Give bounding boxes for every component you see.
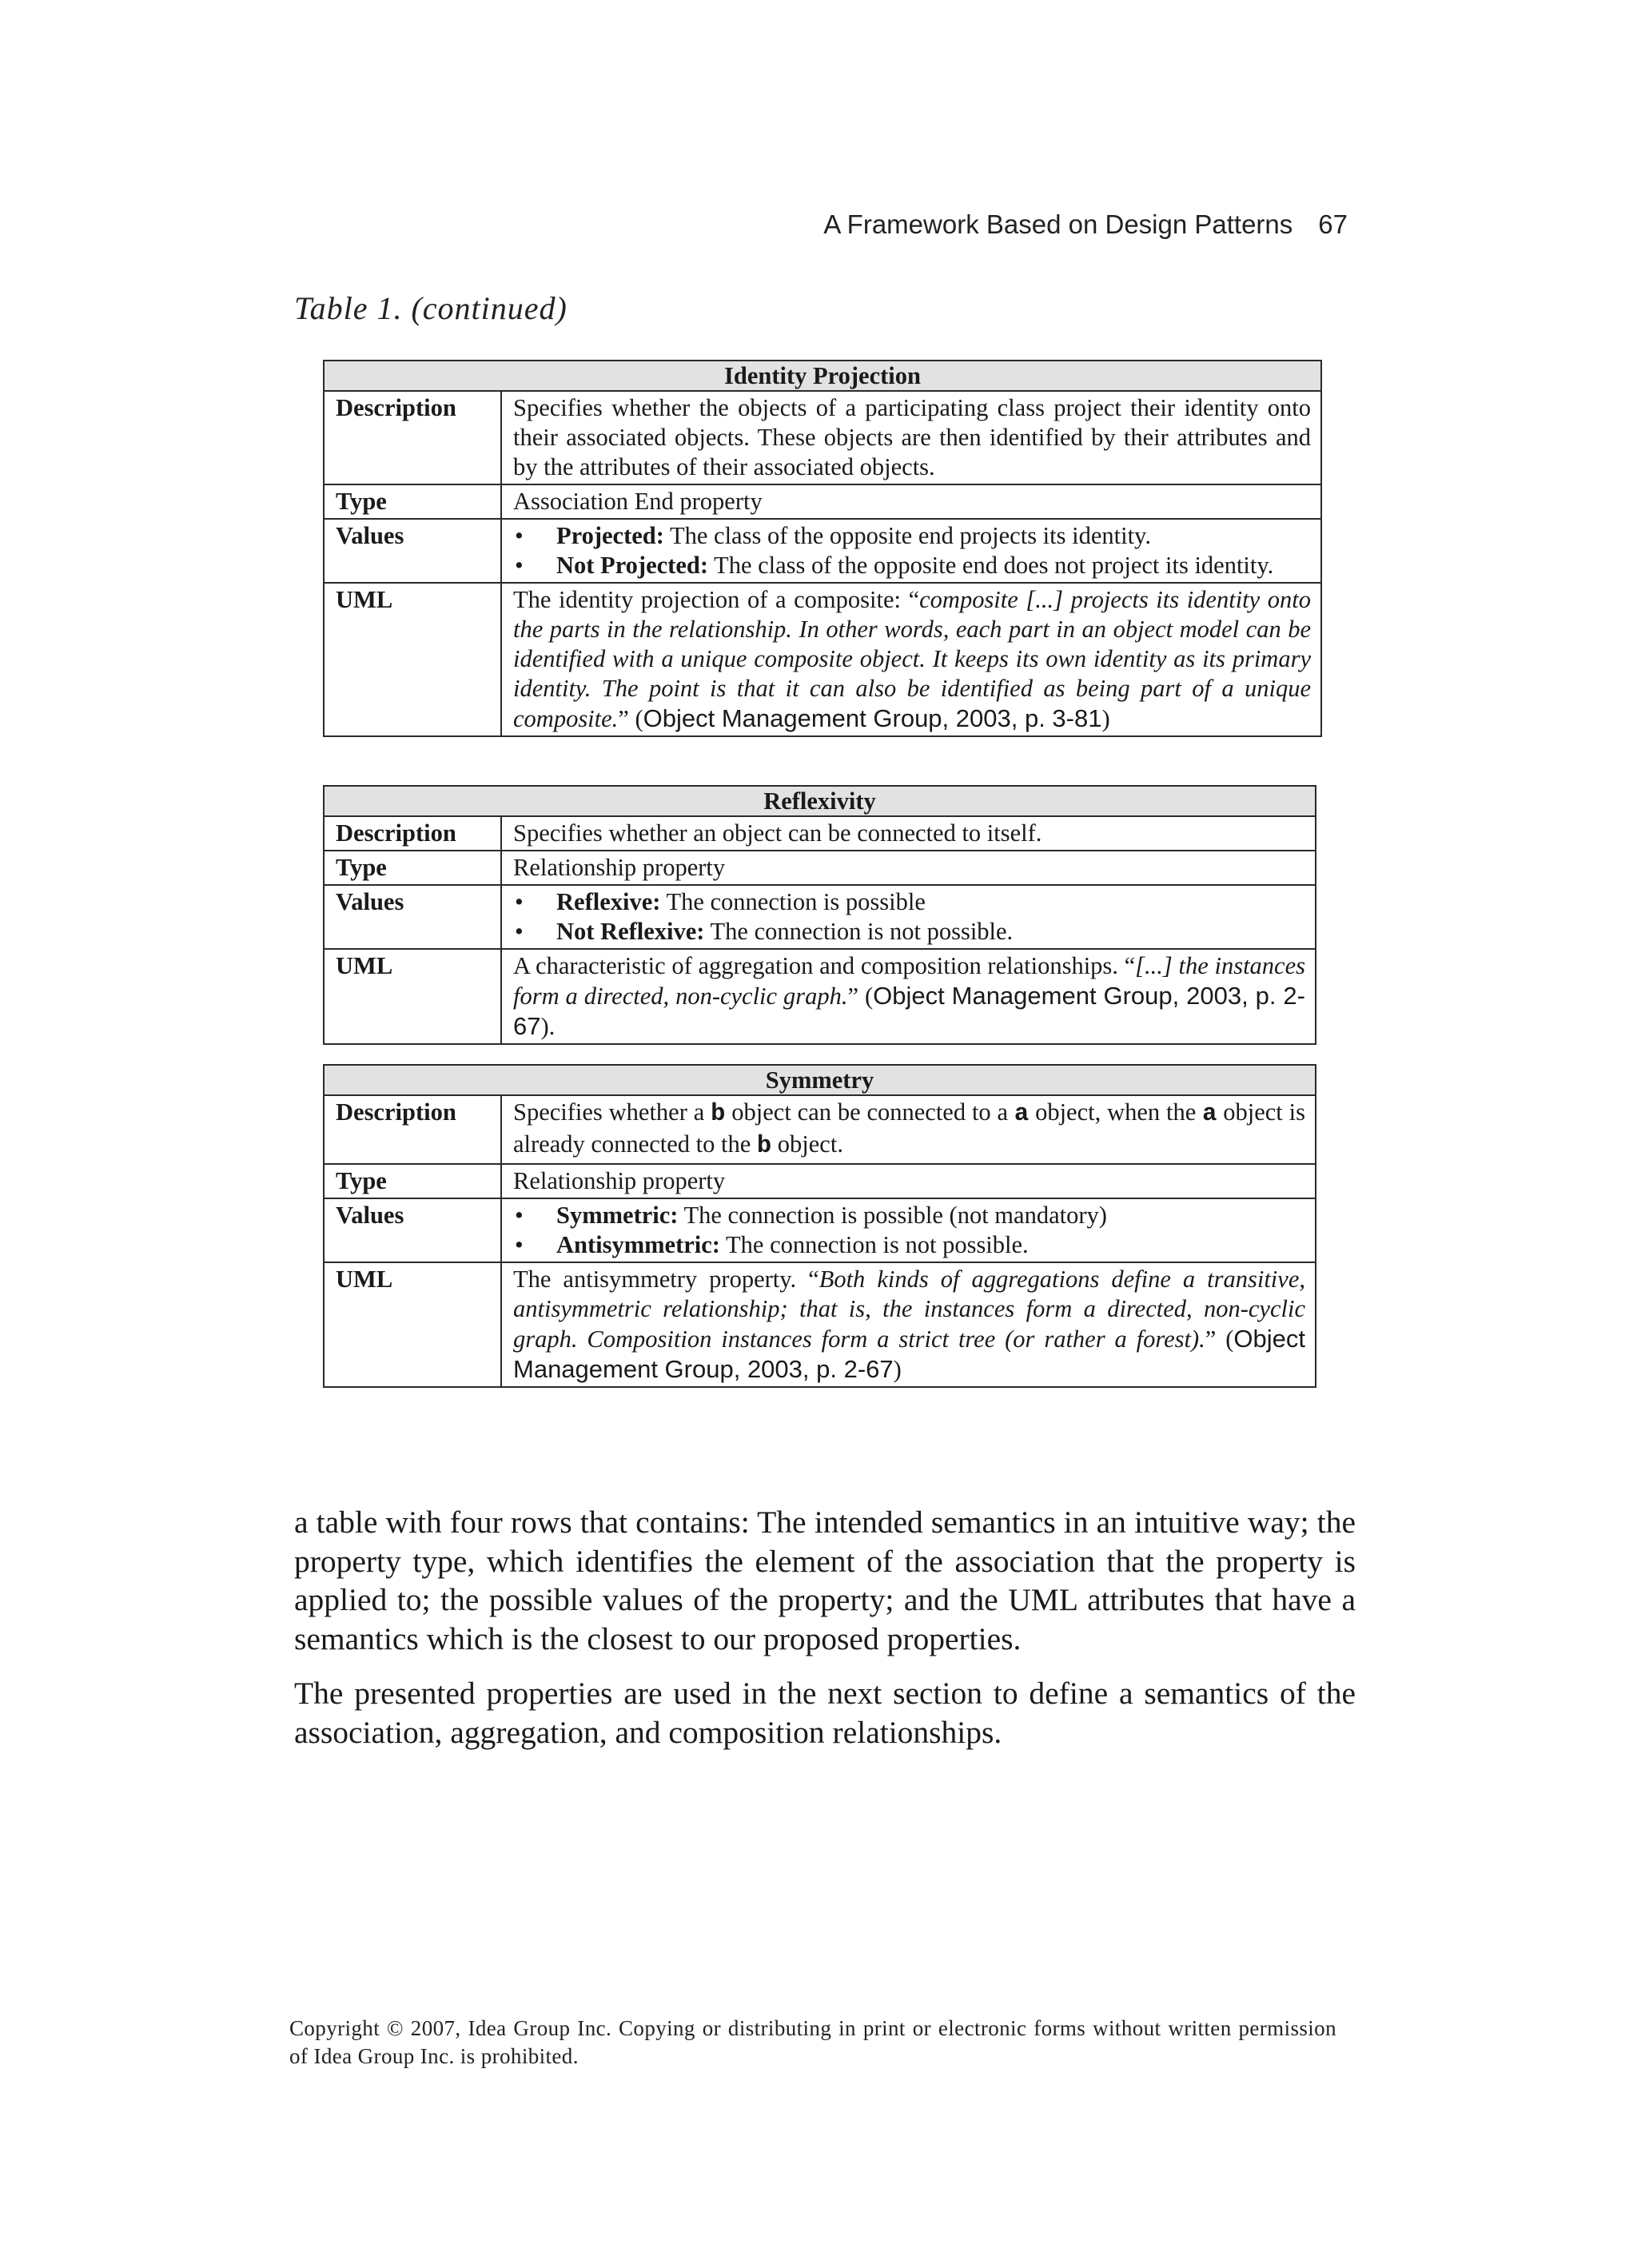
row-label: Type xyxy=(324,851,501,885)
uml-close: ” ( xyxy=(847,983,874,1010)
row-label: Values xyxy=(324,519,501,583)
uml-end: ) xyxy=(1101,705,1110,732)
value-item xyxy=(513,917,1305,947)
row-label: Values xyxy=(324,1198,501,1262)
bullet-icon: • xyxy=(515,888,524,915)
desc-text: object is already connected to the xyxy=(513,1098,1305,1158)
page-number: 67 xyxy=(1318,209,1348,239)
row-label: Description xyxy=(324,1095,501,1164)
table-row xyxy=(324,816,1316,851)
table-row xyxy=(324,519,1321,583)
uml-end: ). xyxy=(540,1013,556,1040)
uml-cell xyxy=(501,583,1321,736)
value-term: Not Reflexive: xyxy=(556,918,705,945)
uml-intro: The antisymmetry property. “ xyxy=(513,1266,819,1293)
value-text: The class of the opposite end projects its identity. xyxy=(663,522,1151,549)
uml-quote: Both kinds of aggregations define a transitive, antisymmetric relationship; that is, the instances form a directed, non-cyclic graph. Composition instances form a strict tree (or rather a forest). xyxy=(513,1266,1305,1353)
value-item xyxy=(513,551,1311,580)
table-title: Symmetry xyxy=(324,1065,1316,1095)
type-cell: Relationship property xyxy=(501,1164,1316,1198)
table-row xyxy=(324,885,1316,949)
bullet-icon: • xyxy=(515,918,524,945)
table-row xyxy=(324,583,1321,736)
value-item xyxy=(513,887,1305,917)
desc-text: object can be connected to a xyxy=(725,1098,1014,1126)
desc-text: object, when the xyxy=(1029,1098,1203,1126)
value-text: The connection is not possible. xyxy=(719,1231,1029,1258)
row-label: Description xyxy=(324,816,501,851)
table-row xyxy=(324,949,1316,1044)
uml-citation: Object Management Group, 2003, p. 3-81 xyxy=(643,704,1102,732)
running-title: A Framework Based on Design Patterns xyxy=(823,209,1293,239)
type-cell: Relationship property xyxy=(501,851,1316,885)
table-title: Reflexivity xyxy=(324,786,1316,816)
bullet-icon: • xyxy=(515,1231,524,1258)
uml-close: ” ( xyxy=(618,705,643,732)
description-cell: Specifies whether the objects of a participating class project their identity onto their associated objects. These objects are then identified by their attributes and by the attributes of their associated objects. xyxy=(501,391,1321,484)
row-label: UML xyxy=(324,949,501,1044)
table-row xyxy=(324,1262,1316,1387)
table-row xyxy=(324,1164,1316,1198)
table-row xyxy=(324,391,1321,484)
value-term: Symmetric: xyxy=(556,1202,679,1229)
symmetry-table xyxy=(323,1064,1316,1388)
values-cell xyxy=(501,885,1316,949)
uml-cell xyxy=(501,1262,1316,1387)
value-text: The connection is possible xyxy=(660,888,926,915)
copyright-footer: Copyright © 2007, Idea Group Inc. Copying or distributing in print or electronic forms without written permission of Idea Group Inc. is prohibited. xyxy=(289,2016,1336,2068)
bullet-icon: • xyxy=(515,552,524,579)
uml-quote: composite [...] projects its identity onto the parts in the relationship. In other words, each part in an object model can be identified with a unique composite object. It keeps its own identity as its primary identity. The point is that it can also be identified as being part of a unique composite. xyxy=(513,586,1311,732)
bullet-icon: • xyxy=(515,522,524,549)
desc-text: object. xyxy=(771,1130,843,1158)
running-header xyxy=(823,209,1348,240)
uml-intro: The identity projection of a composite: “ xyxy=(513,586,920,613)
values-cell xyxy=(501,1198,1316,1262)
value-term: Projected: xyxy=(556,522,664,549)
bullet-icon: • xyxy=(515,1202,524,1229)
row-label: Type xyxy=(324,1164,501,1198)
uml-quote: [...] the instances form a directed, non-cyclic graph. xyxy=(513,952,1305,1010)
uml-citation: Object Management Group, 2003, p. 2-67 xyxy=(513,1325,1305,1383)
desc-text: Specifies whether a xyxy=(513,1098,711,1126)
value-item xyxy=(513,1201,1305,1230)
body-paragraph: The presented properties are used in the next section to define a semantics of the association, aggregation, and composition relationships. xyxy=(294,1676,1356,1750)
row-label: Description xyxy=(324,391,501,484)
table-caption: Table 1. (continued) xyxy=(294,290,568,326)
values-cell xyxy=(501,519,1321,583)
body-paragraph: a table with four rows that contains: The intended semantics in an intuitive way; the property type, which identifies the element of the association that the property is applied to; the possible values of the property; and the UML attributes that have a semantics which is the closest to our proposed properties. xyxy=(294,1505,1356,1656)
code-b: b xyxy=(711,1101,726,1128)
value-text: The connection is not possible. xyxy=(704,918,1014,945)
type-cell: Association End property xyxy=(501,484,1321,519)
reflexivity-table xyxy=(323,785,1316,1045)
value-item xyxy=(513,521,1311,551)
table-row xyxy=(324,484,1321,519)
code-a: a xyxy=(1014,1101,1030,1128)
code-b: b xyxy=(756,1133,772,1160)
description-cell: Specifies whether an object can be connected to itself. xyxy=(501,816,1316,851)
value-text: The connection is possible (not mandatory) xyxy=(678,1202,1107,1229)
value-item xyxy=(513,1230,1305,1260)
uml-citation: Object Management Group, 2003, p. 2-67 xyxy=(513,982,1305,1040)
uml-close: ” ( xyxy=(1205,1325,1234,1353)
code-a: a xyxy=(1202,1101,1217,1128)
row-label: Values xyxy=(324,885,501,949)
value-text: The class of the opposite end does not project its identity. xyxy=(707,552,1274,579)
row-label: UML xyxy=(324,583,501,736)
uml-end: ) xyxy=(893,1356,902,1383)
description-cell xyxy=(501,1095,1316,1164)
value-term: Reflexive: xyxy=(556,888,661,915)
value-term: Not Projected: xyxy=(556,552,708,579)
uml-cell xyxy=(501,949,1316,1044)
table-row xyxy=(324,851,1316,885)
row-label: UML xyxy=(324,1262,501,1387)
identity-projection-table xyxy=(323,360,1322,737)
table-title: Identity Projection xyxy=(324,361,1321,391)
uml-intro: A characteristic of aggregation and composition relationships. “ xyxy=(513,952,1136,979)
value-term: Antisymmetric: xyxy=(556,1231,720,1258)
table-row xyxy=(324,1198,1316,1262)
table-row xyxy=(324,1095,1316,1164)
row-label: Type xyxy=(324,484,501,519)
